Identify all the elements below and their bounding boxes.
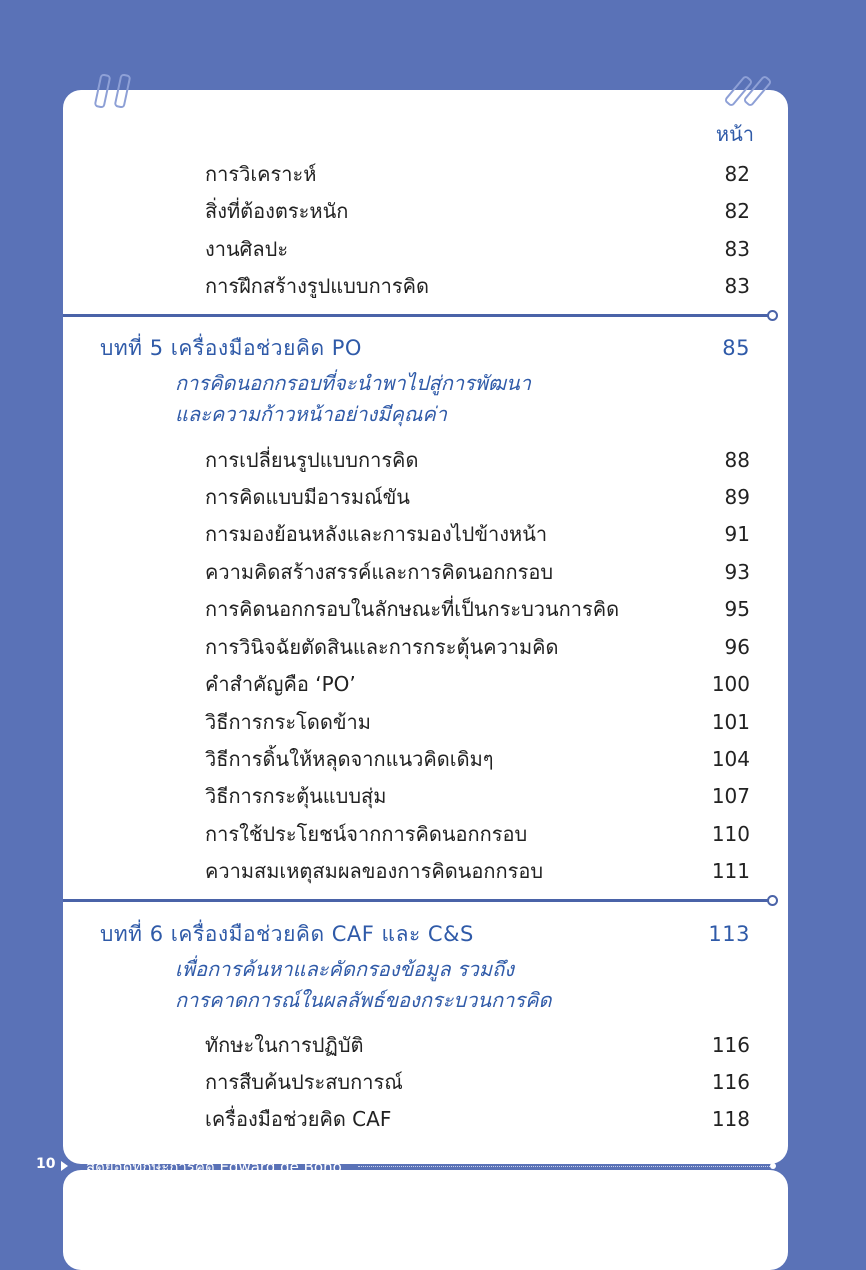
toc-entry-page: 101 bbox=[711, 710, 750, 734]
toc-entry-page: 96 bbox=[724, 635, 750, 659]
toc-entry-label: การมองย้อนหลังและการมองไปข้างหน้า bbox=[205, 522, 548, 546]
toc-entry-page: 89 bbox=[724, 485, 750, 509]
toc-entry[interactable] bbox=[205, 744, 750, 774]
chapter-title: บทที่ 6 เครื่องมือช่วยคิด CAF และ C&S bbox=[100, 922, 474, 946]
toc-entry-label: ความสมเหตุสมผลของการคิดนอกกรอบ bbox=[205, 859, 544, 883]
toc-entry-label: วิธีการกระตุ้นแบบสุ่ม bbox=[205, 784, 387, 808]
chapter-subtitle: เพื่อการค้นหาและคัดกรองข้อมูล รวมถึง bbox=[175, 957, 514, 981]
toc-entry-page: 93 bbox=[724, 560, 750, 584]
toc-entry[interactable] bbox=[205, 707, 750, 737]
toc-entry-label: วิธีการกระโดดข้าม bbox=[205, 710, 371, 734]
divider-end-dot bbox=[767, 310, 778, 321]
toc-entry[interactable] bbox=[205, 856, 750, 886]
toc-entry[interactable] bbox=[205, 781, 750, 811]
toc-entry[interactable] bbox=[205, 159, 750, 189]
page-column-header: หน้า bbox=[715, 122, 754, 146]
toc-entry-page: 83 bbox=[724, 237, 750, 261]
toc-entry-page: 91 bbox=[724, 522, 750, 546]
toc-entry-label: วิธีการดิ้นให้หลุดจากแนวคิดเดิมๆ bbox=[205, 747, 494, 771]
footer-dotted-line bbox=[358, 1166, 770, 1167]
chapter-heading[interactable] bbox=[100, 917, 750, 951]
toc-entry[interactable] bbox=[205, 669, 750, 699]
toc-entry[interactable] bbox=[205, 632, 750, 662]
footer-arrow-icon bbox=[61, 1161, 68, 1171]
toc-entry-page: 83 bbox=[724, 274, 750, 298]
next-page-card bbox=[63, 1170, 788, 1270]
toc-entry[interactable] bbox=[205, 1067, 750, 1097]
footer-end-dot bbox=[770, 1163, 776, 1169]
toc-entry-label: การฝึกสร้างรูปแบบการคิด bbox=[205, 274, 430, 298]
section-divider bbox=[63, 899, 769, 902]
toc-entry[interactable] bbox=[205, 557, 750, 587]
toc-entry[interactable] bbox=[205, 482, 750, 512]
toc-entry[interactable] bbox=[205, 819, 750, 849]
toc-entry[interactable] bbox=[205, 234, 750, 264]
toc-entry[interactable] bbox=[205, 196, 750, 226]
toc-entry-page: 110 bbox=[711, 822, 750, 846]
toc-entry-label: ความคิดสร้างสรรค์และการคิดนอกกรอบ bbox=[205, 560, 554, 584]
toc-entry-page: 111 bbox=[711, 859, 750, 883]
toc-entry-label: การสืบค้นประสบการณ์ bbox=[205, 1070, 403, 1094]
toc-entry[interactable] bbox=[205, 271, 750, 301]
toc-entry-page: 116 bbox=[711, 1070, 750, 1094]
chapter-subtitle: การคาดการณ์ในผลลัพธ์ของกระบวนการคิด bbox=[175, 988, 552, 1012]
chapter-subtitle: การคิดนอกกรอบที่จะนำพาไปสู่การพัฒนา bbox=[175, 371, 531, 395]
chapter-page: 85 bbox=[722, 336, 750, 360]
toc-entry[interactable] bbox=[205, 1030, 750, 1060]
toc-entry[interactable] bbox=[205, 1104, 750, 1134]
toc-entry-page: 88 bbox=[724, 448, 750, 472]
section-divider bbox=[63, 314, 769, 317]
toc-entry-page: 118 bbox=[711, 1107, 750, 1131]
toc-entry-page: 116 bbox=[711, 1033, 750, 1057]
toc-entry-label: การวินิจฉัยตัดสินและการกระตุ้นความคิด bbox=[205, 635, 559, 659]
toc-entry-page: 82 bbox=[724, 162, 750, 186]
toc-entry-label: เครื่องมือช่วยคิด CAF bbox=[205, 1107, 392, 1131]
toc-entry-label: การเปลี่ยนรูปแบบการคิด bbox=[205, 448, 419, 472]
footer-page-number: 10 bbox=[36, 1156, 56, 1172]
chapter-heading[interactable] bbox=[100, 331, 750, 365]
chapter-page: 113 bbox=[708, 922, 750, 946]
toc-entry-label: คำสำคัญคือ ‘PO’ bbox=[205, 672, 356, 696]
chapter-title: บทที่ 5 เครื่องมือช่วยคิด PO bbox=[100, 336, 362, 360]
toc-entry-label: การวิเคราะห์ bbox=[205, 162, 317, 186]
toc-entry-page: 104 bbox=[711, 747, 750, 771]
toc-entry-label: ทักษะในการปฏิบัติ bbox=[205, 1033, 364, 1057]
toc-entry[interactable] bbox=[205, 445, 750, 475]
toc-entry-label: การคิดแบบมีอารมณ์ขัน bbox=[205, 485, 410, 509]
footer-book-title: สุดยอดทักษะการคิด Edward de Bono bbox=[86, 1158, 342, 1176]
toc-entry[interactable] bbox=[205, 519, 750, 549]
toc-entry-label: งานศิลปะ bbox=[205, 237, 289, 261]
toc-entry-page: 95 bbox=[724, 597, 750, 621]
toc-entry-page: 100 bbox=[711, 672, 750, 696]
toc-entry[interactable] bbox=[205, 594, 750, 624]
chapter-subtitle: และความก้าวหน้าอย่างมีคุณค่า bbox=[175, 402, 448, 426]
toc-entry-page: 107 bbox=[711, 784, 750, 808]
toc-entry-label: สิ่งที่ต้องตระหนัก bbox=[205, 199, 349, 223]
divider-end-dot bbox=[767, 895, 778, 906]
toc-entry-page: 82 bbox=[724, 199, 750, 223]
toc-entry-label: การคิดนอกกรอบในลักษณะที่เป็นกระบวนการคิด bbox=[205, 597, 620, 621]
toc-entry-label: การใช้ประโยชน์จากการคิดนอกกรอบ bbox=[205, 822, 528, 846]
